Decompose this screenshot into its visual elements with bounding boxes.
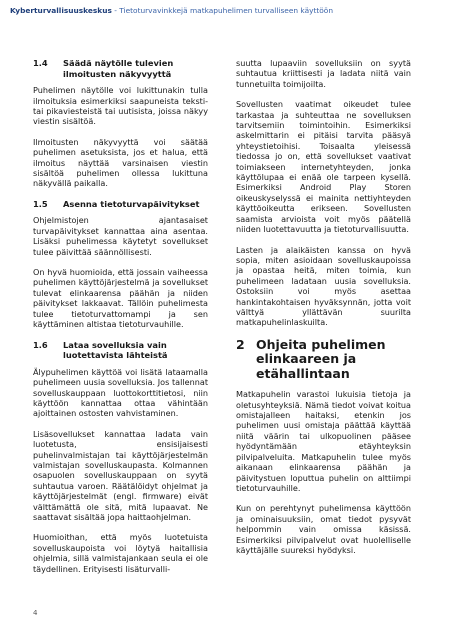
- paragraph: Ohjelmistojen ajantasaiset turvapäivitykset kannattaa aina asentaa. Lisäksi puhelimessa käytetyt sovellukset tulee päivittää säännöllisesti.: [33, 215, 208, 257]
- section-heading-1-5: [33, 199, 208, 210]
- section-number: 1.6: [33, 339, 48, 350]
- paragraph: On hyvä huomioida, että jossain vaiheessa puhelimen käyttöjärjestelmä ja sovellukset tulevat elinkaarensa päähän ja niiden päivitykset lakkaavat. Tällöin puhelimesta tulee tietoturvattomampi ja sen käyttäminen altistaa tietoturvauhille.: [33, 267, 208, 330]
- running-header: [10, 6, 450, 15]
- right-column: [236, 58, 411, 565]
- section-number: 1.4: [33, 58, 48, 68]
- header-organization: Kyberturvallisuuskeskus: [10, 6, 112, 15]
- chapter-title: Ohjeita puhelimen elinkaareen ja etähallintaan: [256, 336, 386, 381]
- paragraph: Lisäsovellukset kannattaa ladata vain luotetusta, ensisijaisesti puhelinvalmistajan tai käyttöjärjestelmän valmistajan sovelluskaupasta. Kolmannen osapuolen sovelluskauppaan on syytä suhtautua varoen. Räätälöidyt ohjelmat ja käyttöjärjestelmät (engl. firmware) eivät välttämättä ole sitä, mitä lupaavat. Ne saattavat sisältää jopa haittaohjelman.: [33, 428, 208, 522]
- paragraph: Lasten ja alaikäisten kanssa on hyvä sopia, miten asioidaan sovelluskaupoissa ja opastaa heitä, miten toimia, kun puhelimeen ladataan uusia sovelluksia. Ostoksiin voi myös asettaa hankintakohtaisen hyväksynnän, jotta voit välttyä yllättävän suurilta matkapuhelinlaskuilta.: [236, 244, 411, 328]
- header-subtitle: - Tietoturvavinkkejä matkapuhelimen turvalliseen käyttöön: [111, 6, 334, 15]
- paragraph: Huomioithan, että myös luotetuista sovelluskaupoista voi löytyä haitallisia ohjelmia, sillä valmistajankaan seula ei ole täydellinen. Erityisesti lisäturvalli-: [33, 532, 208, 574]
- paragraph: Puhelimen näytölle voi lukittunakin tulla ilmoituksia esimerkiksi saapuneista teksti- tai pikaviesteistä tai uutisista, joissa näkyy viestin sisältöä.: [33, 85, 208, 127]
- paragraph: Kun on perehtynyt puhelimensa käyttöön ja ominaisuuksiin, omat tiedot pysyvät helpommin vain omissa käsissä. Esimerkiksi pilvipalvelut ovat huolelliselle käyttäjälle suureksi hyödyksi.: [236, 503, 411, 555]
- section-number: 1.5: [33, 198, 48, 209]
- paragraph: Sovellusten vaatimat oikeudet tulee tarkastaa ja suhteuttaa ne sovelluksen tarvitsemiin toimintoihin. Esimerkiksi askelmittarin ei pitäisi tarvita pääsyä yhteystietoihisi. Toisaalta yleisessä tiedossa jo on, että sovellukset vaativat toimiakseen internetyhteyden, jonka käyttölupaa ei enää ole tarpeen kysellä. Esimerkiksi Android Play Storen oikeuskyselyssä ei mainita nettiyhteyden käyttöoikeutta erikseen. Sovellusten saamista arvioista voit myös päätellä niiden luotettavuutta ja tietoturvallisuutta.: [236, 99, 411, 235]
- paragraph: suutta lupaaviin sovelluksiin on syytä suhtautua kriittisesti ja ladata niitä vain tunnetuilta toimijoilta.: [236, 58, 411, 89]
- section-title: Säädä näytölle tulevien ilmoitusten näkyvyyttä: [63, 58, 174, 79]
- left-column: [33, 58, 208, 584]
- chapter-heading-2: [236, 338, 411, 382]
- chapter-number: 2: [236, 336, 245, 352]
- section-title: Asenna tietoturvapäivitykset: [63, 198, 200, 209]
- section-heading-1-6: [33, 340, 208, 361]
- page-number: 4: [33, 609, 38, 617]
- paragraph: Ilmoitusten näkyvyyttä voi säätää puhelimen asetuksista, jos et halua, että ilmoitus näyttää varsinaisen viestin sisältöä puhelimen ollessa lukittuna näkyvällä paikalla.: [33, 136, 208, 189]
- section-title: Lataa sovelluksia vain luotettavista lähteistä: [63, 339, 168, 361]
- paragraph: Älypuhelimen käyttöä voi lisätä lataamalla puhelimeen uusia sovelluksia. Jos tallennat sovelluskauppaan luottokorttitietosi, niin käyttöön kannattaa ottaa vähintään ajoittainen ostosten vahvistaminen.: [33, 366, 208, 419]
- section-heading-1-4: [33, 58, 208, 79]
- paragraph: Matkapuhelin varastoi lukuisia tietoja ja oletusyhteyksiä. Nämä tiedot voivat koitua omistajalleen haitaksi, etenkin jos puhelimen uusi omistaja päättää käyttää niitä väärin tai ulkopuolinen pääsee hyödyntämään etäyhteyksin pilvipalveluita. Matkapuhelin tulee myös aikanaan elinkaarensa päähän ja päivitystuen loputtua puhelin on alttiimpi tietoturvauhille.: [236, 389, 411, 493]
